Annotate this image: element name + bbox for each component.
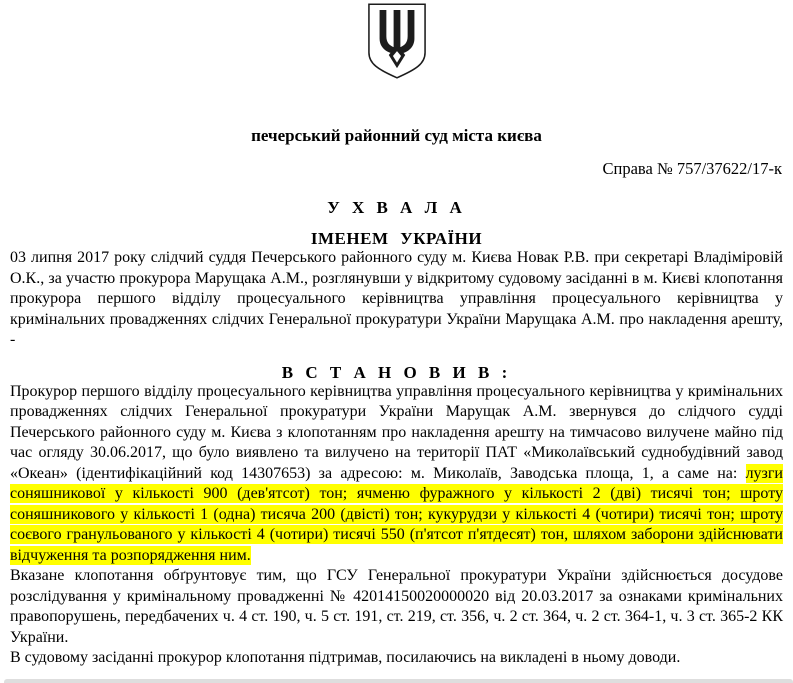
document-title: У Х В А Л А [327,198,466,217]
motion-text: Прокурор першого відділу процесуального керівництва управління процесуального керівництва у кримінальних провадженнях слідчих Генеральної прокуратури України Марущак А.М. звернувся до слідчого судді Печерського районного суду м. Києва з клопотанням про накладення арешту на тимчасово вилучене майно під час огляду 30.06.2017, що було виявлено та вилучено на території ПАТ «Миколаївський суднобудівний завод «Океан» (ідентифікаційний код 14307653) за адресою: м. Миколаїв, Заводська площа, 1, а саме на: [10,382,783,482]
paragraph-hearing: В судовому засіданні прокурор клопотання підтримав, посилаючись на викладені в ньому доводи. [10,649,681,666]
document-subtitle: ІМЕНЕМ УКРАЇНИ [310,229,483,248]
court-name: печерський районний суд міста києва [251,126,542,145]
resolved-heading: В С Т А Н О В И В : [281,362,512,382]
bottom-edge-strip [4,679,793,683]
highlighted-seized-property-text: лузги соняшникової у кількості 900 (дев'ятсот) тон; ячменю фуражного у кількості 2 (дві) тисячі тон; шроту соняшникового у кількості 1 (одна) тисяча 200 (двісті) тон; кукурудзи у кількості 4 (чотири) тисячі тон; шроту соєвого гранульованого у кількості 4 (чотири) тисячі 550 (п'ятсот п'ятдесят) тон, шляхом заборони здійснювати відчуження та розпорядження ним. [10,464,783,564]
paragraph-intro: 03 липня 2017 року слідчий суддя Печерського районного суду м. Києва Новак Р.В. при секретарі Владіміровій О.К., за участю прокурора Марущака А.М., розглянувши у відкритому судовому засіданні в м. Києві клопотання прокурора першого відділу процесуального керівництва управління процесуального керівництва у кримінальних провадженнях слідчих Генеральної прокуратури України Марущака А.М. про накладення арешту, - [10,249,783,348]
case-number: Справа № 757/37622/17-к [602,159,782,178]
paragraph-grounds: Вказане клопотання обґрунтовує тим, що ГСУ Генеральної прокуратури України здійснюється досудове розслідування у кримінальному провадженні № 42014150020000020 від 20.03.2017 за ознаками кримінальних правопорушень, передбачених ч. 4 ст. 190, ч. 5 ст. 191, ст. 219, ст. 356, ч. 2 ст. 364, ч. 2 ст. 364-1, ч. 3 ст. 365-2 КК України. [10,567,783,646]
ukraine-coat-of-arms-icon [10,0,783,80]
paragraph-motion [10,382,783,567]
